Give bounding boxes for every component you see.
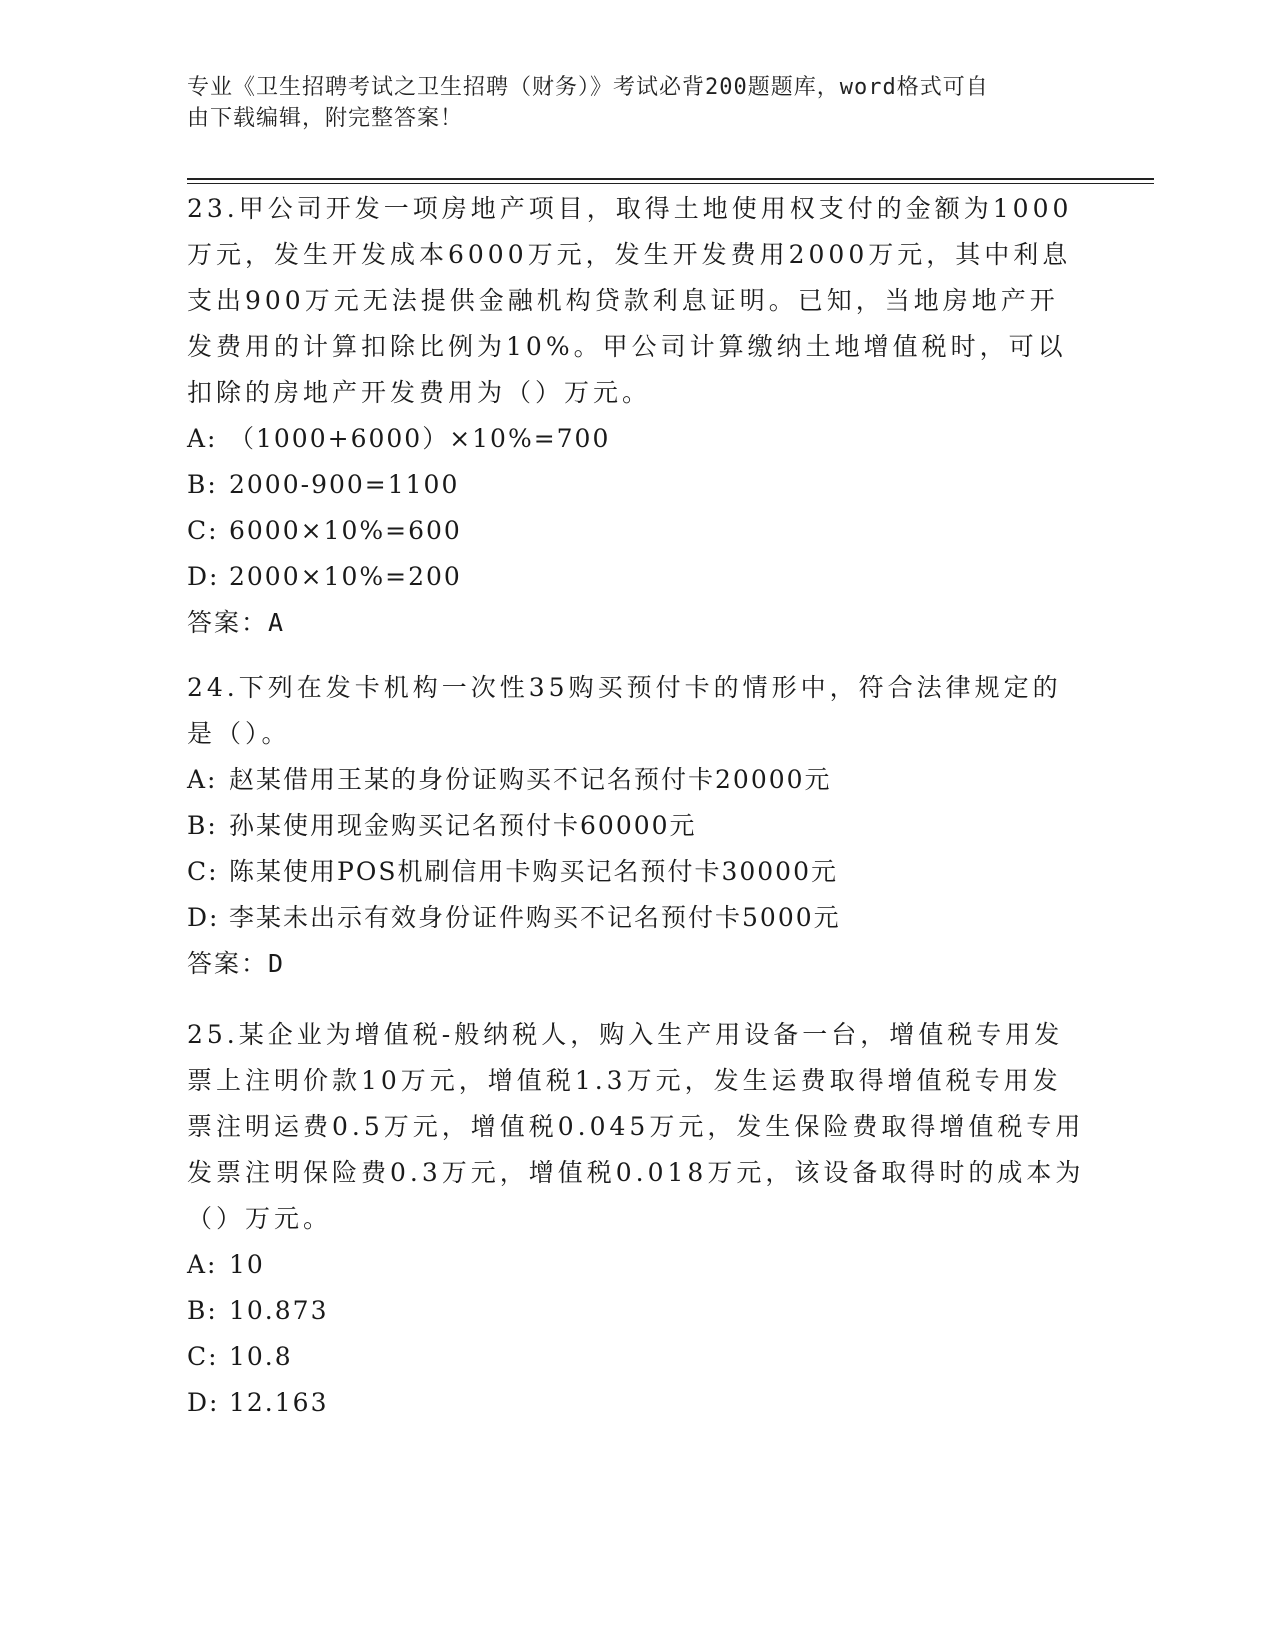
option-text: 10.873 <box>229 1296 329 1325</box>
option-letter: B: <box>187 1296 218 1325</box>
option-letter: D: <box>187 562 220 591</box>
option-text: 孙某使用现金购买记名预付卡60000元 <box>229 811 697 840</box>
option-letter: D: <box>187 903 220 932</box>
option-text: 6000×10%=600 <box>229 516 462 545</box>
option-letter: B: <box>187 470 218 499</box>
header-divider-thick <box>187 178 1154 180</box>
option-b <box>187 462 1087 508</box>
option-letter: D: <box>187 1388 220 1417</box>
option-text: 2000-900=1100 <box>229 470 460 499</box>
header-divider-thin <box>187 183 1154 184</box>
option-letter: A: <box>187 1250 218 1279</box>
question-24 <box>187 665 1087 987</box>
question-text: 25.某企业为增值税-般纳税人，购入生产用设备一台，增值税专用发票上注明价款10万元，增值税1.3万元，发生运费取得增值税专用发票注明运费0.5万元，增值税0.045万元，发生保险费取得增值税专用发票注明保险费0.3万元，增值税0.018万元，该设备取得时的成本为（）万元。 <box>187 1020 1085 1233</box>
option-c <box>187 508 1087 554</box>
question-25 <box>187 1012 1087 1426</box>
option-c <box>187 1334 1087 1380</box>
option-b <box>187 803 1087 849</box>
option-a <box>187 757 1087 803</box>
option-b <box>187 1288 1087 1334</box>
question-text: 23.甲公司开发一项房地产项目，取得土地使用权支付的金额为1000万元，发生开发成本6000万元，发生开发费用2000万元，其中利息支出900万元无法提供金融机构贷款利息证明。已知，当地房地产开发费用的计算扣除比例为10%。甲公司计算缴纳土地增值税时，可以扣除的房地产开发费用为（）万元。 <box>187 194 1073 407</box>
question-text: 24.下列在发卡机构一次性35购买预付卡的情形中，符合法律规定的是（）。 <box>187 673 1062 748</box>
option-letter: C: <box>187 516 219 545</box>
option-text: 10 <box>229 1250 265 1279</box>
option-text: （1000+6000）×10%=700 <box>229 424 611 453</box>
option-text: 李某未出示有效身份证件购买不记名预付卡5000元 <box>229 903 841 932</box>
answer-line: 答案：D <box>187 949 286 978</box>
option-a <box>187 1242 1087 1288</box>
option-letter: C: <box>187 857 219 886</box>
document-header <box>187 72 1067 134</box>
option-d <box>187 895 1087 941</box>
option-a <box>187 416 1087 462</box>
header-line-1: 专业《卫生招聘考试之卫生招聘（财务）》考试必背200题题库，word格式可自 <box>187 75 989 100</box>
option-text: 2000×10%=200 <box>229 562 462 591</box>
option-letter: B: <box>187 811 218 840</box>
option-text: 赵某借用王某的身份证购买不记名预付卡20000元 <box>229 765 832 794</box>
option-text: 陈某使用POS机刷信用卡购买记名预付卡30000元 <box>229 857 838 886</box>
option-letter: A: <box>187 424 218 453</box>
option-c <box>187 849 1087 895</box>
option-d <box>187 554 1087 600</box>
header-line-2: 由下载编辑，附完整答案！ <box>187 106 464 131</box>
option-d <box>187 1380 1087 1426</box>
answer-line: 答案：A <box>187 608 286 637</box>
question-23 <box>187 186 1087 646</box>
option-text: 12.163 <box>229 1388 329 1417</box>
option-letter: A: <box>187 765 218 794</box>
option-letter: C: <box>187 1342 219 1371</box>
option-text: 10.8 <box>229 1342 293 1371</box>
